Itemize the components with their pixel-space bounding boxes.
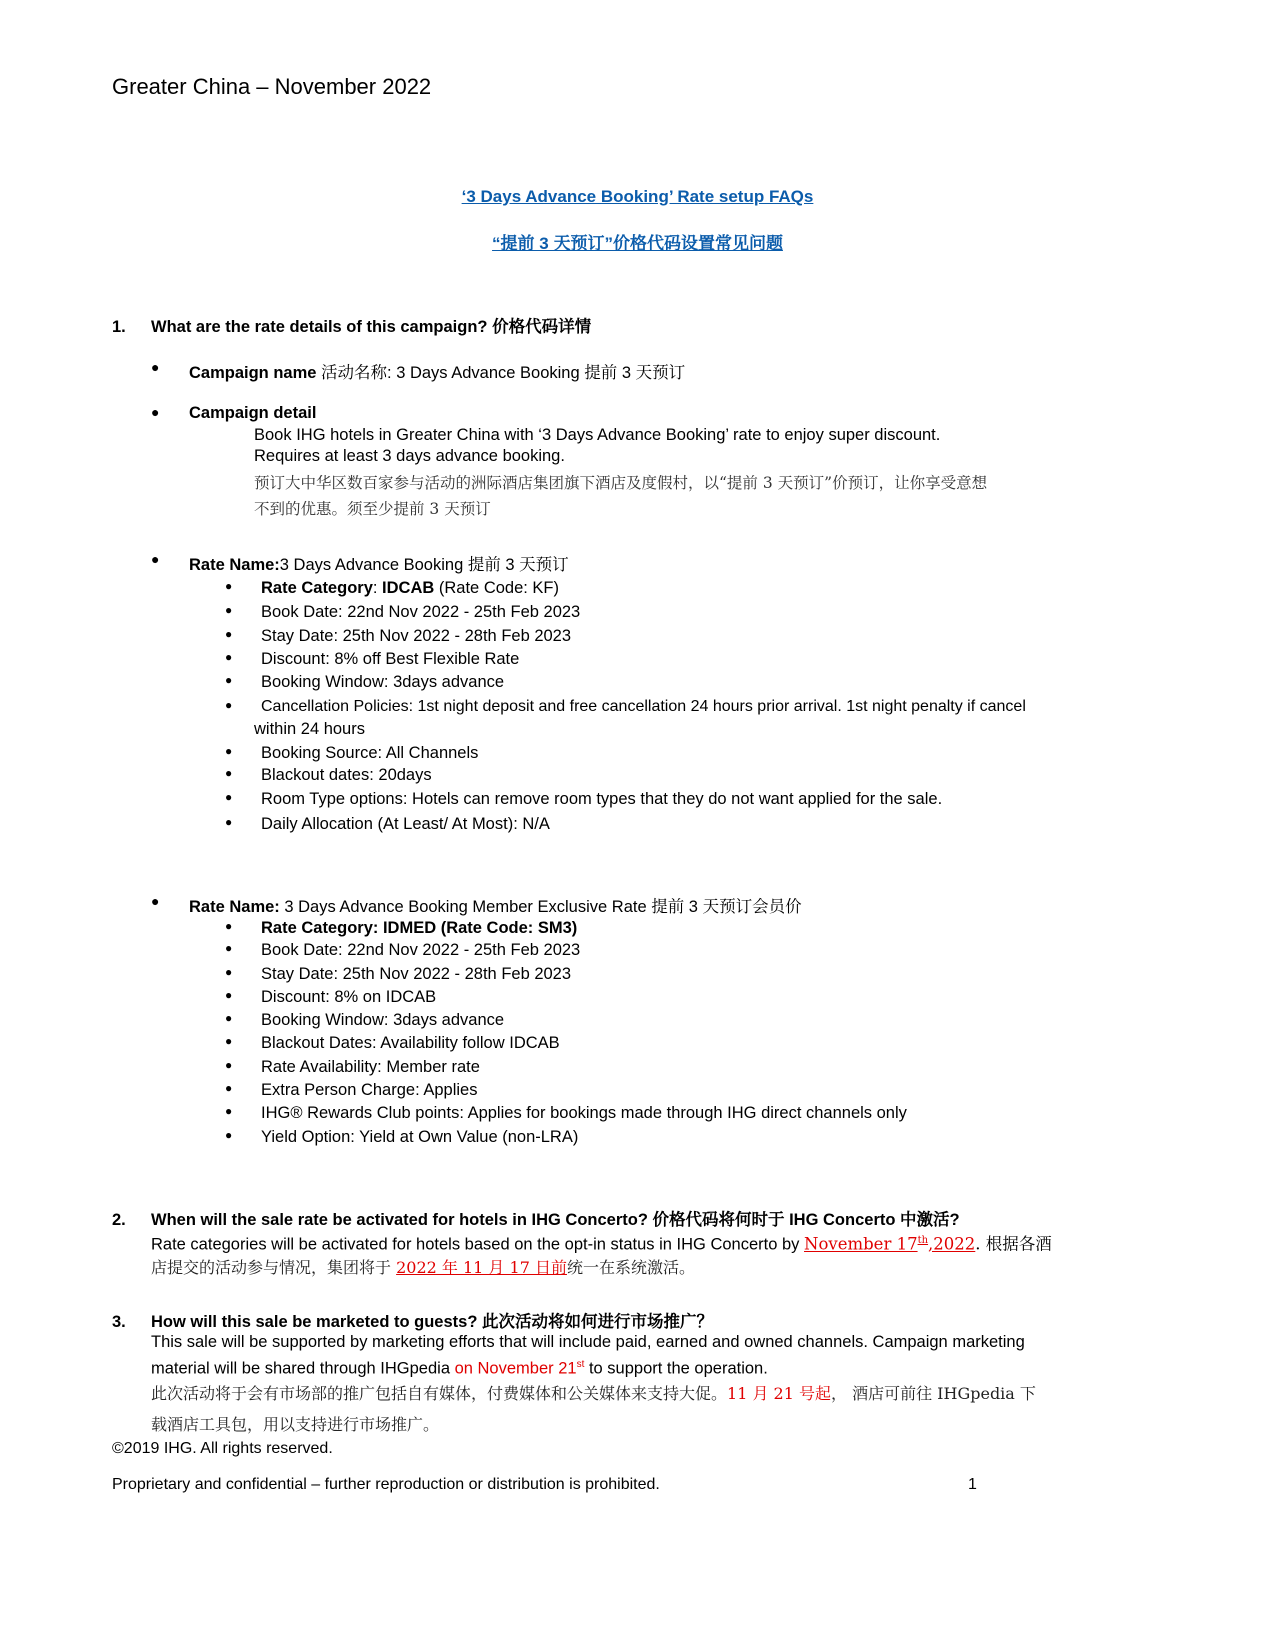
item-text: Stay Date: 25th Nov 2022 - 28th Feb 2023 — [261, 965, 572, 983]
bullet-icon: ● — [225, 1034, 233, 1048]
item-text: Yield Option: Yield at Own Value (non-LRA) — [261, 1128, 579, 1146]
bullet-icon: ● — [225, 744, 233, 758]
question-text: When will the sale rate be activated for hotels in IHG Concerto? 价格代码将何时于 IHG Concerto 中激活? — [151, 1211, 960, 1229]
campaign-detail-en1: Book IHG hotels in Greater China with ‘3 Days Advance Booking’ rate to enjoy super discount. — [254, 426, 941, 444]
rate-name-value: 3 Days Advance Booking Member Exclusive Rate 提前 3 天预订会员价 — [279, 898, 802, 916]
marketing-date: on November 21 — [454, 1359, 577, 1378]
bullet-icon: ● — [225, 919, 233, 933]
bullet-icon: ● — [225, 603, 233, 617]
answer-text: Rate categories will be activated for hotels based on the opt-in status in IHG Concerto by — [151, 1235, 805, 1254]
bullet-icon: ● — [225, 1058, 233, 1072]
q2-answer-line1 — [151, 1229, 1052, 1257]
bullet-icon: ● — [151, 893, 160, 909]
q3-answer-cn1 — [151, 1381, 1036, 1404]
bullet-icon: ● — [225, 627, 233, 641]
question-number: 1. — [112, 318, 126, 336]
confidential-notice: Proprietary and confidential – further reproduction or distribution is prohibited. — [112, 1476, 660, 1493]
bullet-icon: ● — [225, 766, 233, 780]
title-cn[interactable]: “提前 3 天预订”价格代码设置常见问题 — [492, 234, 783, 253]
rate-name-label: Rate Name: — [189, 556, 280, 574]
q3-answer-line2 — [151, 1353, 768, 1381]
bullet-icon: ● — [225, 698, 233, 712]
question-number: 2. — [112, 1211, 126, 1229]
item-text: Rate Availability: Member rate — [261, 1058, 480, 1076]
item-text: Blackout dates: 20days — [261, 766, 432, 784]
rate-code: (Rate Code: KF) — [434, 579, 560, 597]
item-text: Cancellation Policies: 1st night deposit and free cancellation 24 hours prior arrival. 1st night penalty if cancel — [261, 698, 1026, 715]
answer-text: to support the operation. — [584, 1359, 768, 1378]
q3-answer-line1: This sale will be supported by marketing efforts that will include paid, earned and owned channels. Campaign marketing — [151, 1333, 1025, 1351]
date-suffix: st — [576, 1359, 585, 1370]
campaign-detail-cn2: 不到的优惠。须至少提前 3 天预订 — [254, 500, 491, 518]
item-text: Stay Date: 25th Nov 2022 - 28th Feb 2023 — [261, 627, 572, 645]
campaign-name-value: 活动名称: 3 Days Advance Booking 提前 3 天预订 — [316, 364, 686, 382]
page-number: 1 — [968, 1476, 977, 1493]
activation-year: ,2022 — [928, 1234, 976, 1254]
item-text-continued: within 24 hours — [254, 720, 365, 738]
activation-date-cn: 2022 年 11 月 17 日前 — [396, 1258, 567, 1277]
item-text: Daily Allocation (At Least/ At Most): N/A — [261, 815, 550, 833]
answer-text-cn: ， 酒店可前往 IHGpedia 下 — [831, 1384, 1036, 1403]
item-text: Booking Window: 3days advance — [261, 1011, 505, 1029]
q2-answer-line2 — [151, 1255, 695, 1278]
campaign-detail-cn1: 预订大中华区数百家参与活动的洲际酒店集团旗下酒店及度假村，以“提前 3 天预订”价预订，让你享受意想 — [254, 474, 988, 492]
bullet-icon: ● — [225, 941, 233, 955]
item-text: Booking Source: All Channels — [261, 744, 479, 762]
title-en[interactable]: ‘3 Days Advance Booking’ Rate setup FAQs — [461, 187, 814, 206]
bullet-icon: ● — [225, 579, 233, 593]
copyright: ©2019 IHG. All rights reserved. — [112, 1440, 333, 1457]
rate-name-label: Rate Name: — [189, 898, 280, 916]
bullet-icon: ● — [225, 815, 233, 829]
answer-text-cn: . 根据各酒 — [975, 1234, 1052, 1254]
marketing-date-cn: 11 月 21 号起 — [727, 1384, 831, 1403]
item-text: Blackout Dates: Availability follow IDCAB — [261, 1034, 560, 1052]
answer-text-cn: 此次活动将于会有市场部的推广包括自有媒体，付费媒体和公关媒体来支持大促。 — [151, 1384, 728, 1403]
item-text: Book Date: 22nd Nov 2022 - 25th Feb 2023 — [261, 603, 581, 621]
answer-text: material will be shared through IHGpedia — [151, 1359, 455, 1378]
bullet-icon: ● — [151, 359, 160, 375]
bullet-icon: ● — [151, 551, 160, 567]
bullet-icon: ● — [225, 1011, 233, 1025]
rate-name-value: 3 Days Advance Booking 提前 3 天预订 — [279, 556, 569, 574]
bullet-icon: ● — [225, 673, 233, 687]
separator: : — [372, 579, 383, 597]
item-text: Booking Window: 3days advance — [261, 673, 505, 691]
item-text: Extra Person Charge: Applies — [261, 1081, 478, 1099]
bullet-icon: ● — [225, 1128, 233, 1142]
page-header: Greater China – November 2022 — [112, 74, 432, 99]
item-text: Book Date: 22nd Nov 2022 - 25th Feb 2023 — [261, 941, 581, 959]
bullet-icon: ● — [151, 404, 160, 420]
bullet-icon: ● — [225, 650, 233, 664]
question-number: 3. — [112, 1313, 126, 1331]
question-2 — [112, 1206, 960, 1230]
campaign-detail-label: Campaign detail — [189, 404, 317, 422]
question-1 — [112, 313, 591, 337]
item-text: IHG® Rewards Club points: Applies for bookings made through IHG direct channels only — [261, 1104, 907, 1122]
rate-category-label: Rate Category — [261, 579, 373, 597]
bullet-icon: ● — [225, 1104, 233, 1118]
bullet-icon: ● — [225, 790, 233, 804]
campaign-name-label: Campaign name — [189, 364, 317, 382]
campaign-detail-en2: Requires at least 3 days advance booking. — [254, 447, 565, 465]
bullet-icon: ● — [225, 988, 233, 1002]
activation-date: November 17 — [804, 1234, 918, 1254]
item-text: Discount: 8% on IDCAB — [261, 988, 437, 1006]
question-text: What are the rate details of this campaign? 价格代码详情 — [151, 318, 592, 336]
bullet-icon: ● — [225, 965, 233, 979]
date-suffix: th — [917, 1235, 929, 1246]
answer-text-cn: 店提交的活动参与情况，集团将于 — [151, 1258, 397, 1277]
rate-category-code: IDCAB — [382, 579, 435, 597]
question-3 — [112, 1308, 713, 1332]
answer-text-cn: 统一在系统激活。 — [566, 1258, 695, 1277]
q3-answer-cn2: 载酒店工具包，用以支持进行市场推广。 — [151, 1415, 440, 1434]
item-text: Discount: 8% off Best Flexible Rate — [261, 650, 520, 668]
item-text: Room Type options: Hotels can remove room types that they do not want applied for the sale. — [261, 790, 943, 808]
question-text: How will this sale be marketed to guests? 此次活动将如何进行市场推广？ — [151, 1313, 713, 1331]
bullet-icon: ● — [225, 1081, 233, 1095]
item-text: Rate Category: IDMED (Rate Code: SM3) — [261, 919, 578, 937]
